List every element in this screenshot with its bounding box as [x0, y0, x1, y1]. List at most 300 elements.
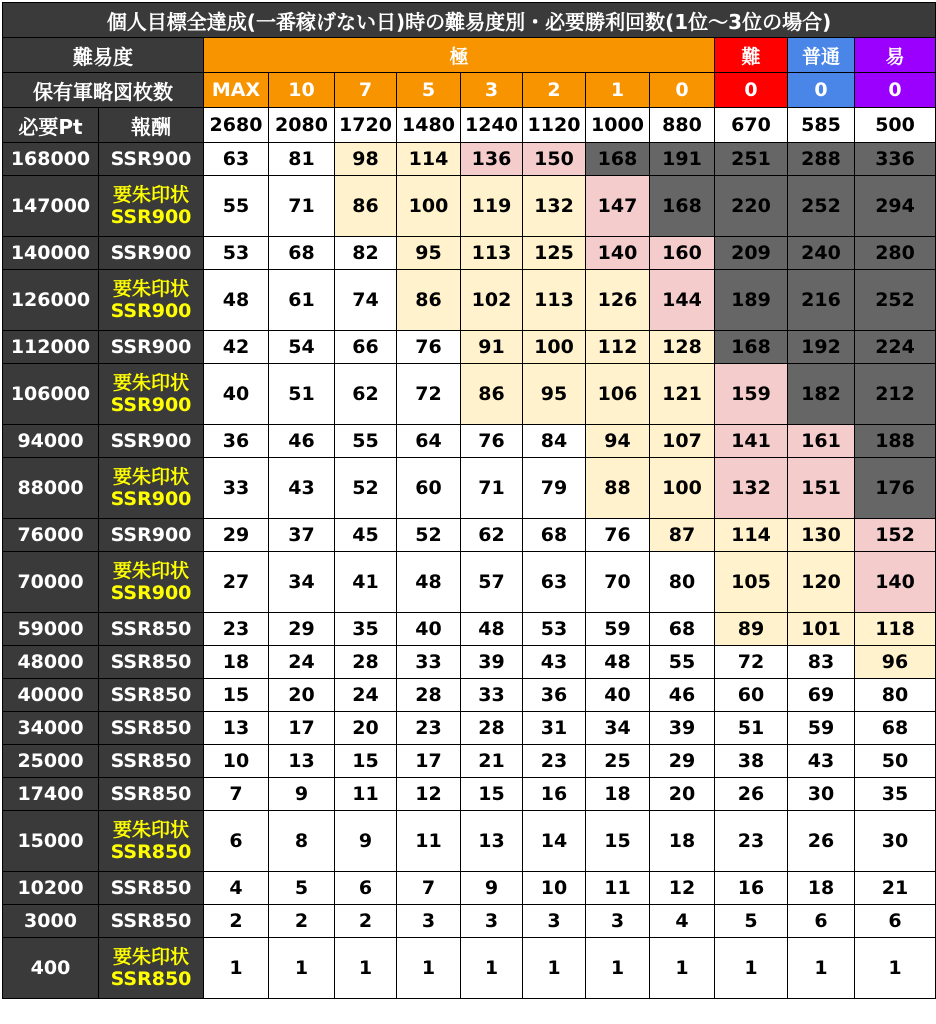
- wins-cell: 55: [335, 425, 397, 458]
- wins-cell: 336: [855, 143, 936, 176]
- wins-cell: 1: [204, 938, 269, 999]
- required-pt-cell: 59000: [3, 613, 99, 646]
- wins-cell: 34: [269, 552, 335, 613]
- difficulty-label: 難易度: [3, 38, 204, 73]
- wins-cell: 13: [269, 745, 335, 778]
- required-pt-cell: 10200: [3, 872, 99, 905]
- wins-cell: 63: [523, 552, 586, 613]
- wins-cell: 161: [788, 425, 855, 458]
- wins-cell: 25: [586, 745, 650, 778]
- required-pt-cell: 400: [3, 938, 99, 999]
- required-pt-cell: 126000: [3, 270, 99, 331]
- reward-extra-text: 要朱印状: [112, 278, 189, 300]
- wins-cell: 20: [335, 712, 397, 745]
- required-pt-label: 必要Pt: [3, 108, 99, 143]
- points-per-win-header: 1000: [586, 108, 650, 143]
- required-pt-cell: 70000: [3, 552, 99, 613]
- wins-cell: 10: [523, 872, 586, 905]
- reward-extra-text: 要朱印状: [112, 946, 189, 968]
- difficulty-group-1: 難: [715, 38, 788, 73]
- reward-cell: [99, 938, 204, 999]
- table-row: [3, 646, 936, 679]
- wins-cell: 159: [715, 364, 788, 425]
- wins-cell: 23: [397, 712, 461, 745]
- wins-cell: 191: [650, 143, 715, 176]
- reward-cell: SSR900: [99, 143, 204, 176]
- wins-cell: 55: [650, 646, 715, 679]
- wins-cell: 182: [788, 364, 855, 425]
- wins-cell: 29: [269, 613, 335, 646]
- wins-cell: 252: [855, 270, 936, 331]
- wins-cell: 13: [204, 712, 269, 745]
- wins-cell: 61: [269, 270, 335, 331]
- required-pt-cell: 94000: [3, 425, 99, 458]
- reward-extra-text: 要朱印状: [112, 466, 189, 488]
- wins-cell: 46: [650, 679, 715, 712]
- wins-cell: 100: [523, 331, 586, 364]
- wins-cell: 40: [397, 613, 461, 646]
- wins-cell: 62: [461, 519, 523, 552]
- wins-cell: 35: [855, 778, 936, 811]
- wins-cell: 12: [650, 872, 715, 905]
- required-wins-table: [2, 2, 936, 999]
- wins-cell: 107: [650, 425, 715, 458]
- wins-cell: 60: [397, 458, 461, 519]
- wins-cell: 3: [397, 905, 461, 938]
- wins-cell: 33: [461, 679, 523, 712]
- wins-cell: 59: [788, 712, 855, 745]
- wins-cell: 106: [586, 364, 650, 425]
- reward-cell: SSR850: [99, 778, 204, 811]
- wins-cell: 18: [204, 646, 269, 679]
- table-row: [3, 552, 936, 613]
- difficulty-group-3: 易: [855, 38, 936, 73]
- wins-cell: 54: [269, 331, 335, 364]
- wins-cell: 84: [523, 425, 586, 458]
- wins-cell: 39: [650, 712, 715, 745]
- reward-cell: SSR850: [99, 905, 204, 938]
- table-row: [3, 331, 936, 364]
- wins-cell: 2: [269, 905, 335, 938]
- wins-cell: 27: [204, 552, 269, 613]
- wins-cell: 37: [269, 519, 335, 552]
- reward-cell: SSR900: [99, 331, 204, 364]
- wins-cell: 6: [204, 811, 269, 872]
- wins-cell: 20: [650, 778, 715, 811]
- wins-cell: 82: [335, 237, 397, 270]
- wins-cell: 1: [397, 938, 461, 999]
- wins-cell: 10: [204, 745, 269, 778]
- reward-cell: SSR900: [99, 425, 204, 458]
- wins-cell: 6: [855, 905, 936, 938]
- wins-cell: 86: [461, 364, 523, 425]
- points-per-win-header: 1480: [397, 108, 461, 143]
- wins-cell: 101: [788, 613, 855, 646]
- wins-cell: 18: [586, 778, 650, 811]
- reward-cell: [99, 176, 204, 237]
- map-count-header: 2: [523, 73, 586, 108]
- wins-cell: 21: [461, 745, 523, 778]
- wins-cell: 76: [461, 425, 523, 458]
- wins-cell: 5: [269, 872, 335, 905]
- reward-extra-text: 要朱印状: [112, 184, 189, 206]
- wins-cell: 288: [788, 143, 855, 176]
- maps-owned-label: 保有軍略図枚数: [3, 73, 204, 108]
- wins-cell: 240: [788, 237, 855, 270]
- wins-cell: 33: [397, 646, 461, 679]
- reward-extra-text: 要朱印状: [112, 819, 189, 841]
- wins-table-container: [2, 2, 934, 999]
- difficulty-group-0: 極: [204, 38, 715, 73]
- wins-cell: 16: [523, 778, 586, 811]
- wins-cell: 81: [269, 143, 335, 176]
- wins-cell: 15: [461, 778, 523, 811]
- wins-cell: 98: [335, 143, 397, 176]
- points-per-win-header: 1240: [461, 108, 523, 143]
- wins-cell: 160: [650, 237, 715, 270]
- reward-cell: [99, 364, 204, 425]
- map-count-header: 3: [461, 73, 523, 108]
- wins-cell: 132: [715, 458, 788, 519]
- wins-cell: 147: [586, 176, 650, 237]
- wins-cell: 4: [204, 872, 269, 905]
- wins-cell: 280: [855, 237, 936, 270]
- wins-cell: 188: [855, 425, 936, 458]
- wins-cell: 209: [715, 237, 788, 270]
- reward-extra-text: 要朱印状: [112, 560, 189, 582]
- wins-cell: 119: [461, 176, 523, 237]
- table-row: [3, 778, 936, 811]
- table-row: [3, 425, 936, 458]
- wins-cell: 1: [269, 938, 335, 999]
- reward-cell: SSR900: [99, 519, 204, 552]
- wins-cell: 45: [335, 519, 397, 552]
- wins-cell: 140: [855, 552, 936, 613]
- map-count-header: 0: [855, 73, 936, 108]
- table-row: [3, 712, 936, 745]
- wins-cell: 68: [855, 712, 936, 745]
- wins-cell: 11: [586, 872, 650, 905]
- wins-cell: 36: [204, 425, 269, 458]
- wins-cell: 113: [523, 270, 586, 331]
- wins-cell: 216: [788, 270, 855, 331]
- wins-cell: 7: [204, 778, 269, 811]
- map-count-header: 1: [586, 73, 650, 108]
- table-row: [3, 872, 936, 905]
- map-count-header: 0: [650, 73, 715, 108]
- map-count-header: 0: [715, 73, 788, 108]
- wins-cell: 13: [461, 811, 523, 872]
- wins-cell: 46: [269, 425, 335, 458]
- wins-cell: 120: [788, 552, 855, 613]
- wins-cell: 8: [269, 811, 335, 872]
- wins-cell: 212: [855, 364, 936, 425]
- wins-cell: 72: [397, 364, 461, 425]
- wins-cell: 36: [523, 679, 586, 712]
- reward-text: SSR900: [110, 488, 192, 510]
- wins-cell: 140: [586, 237, 650, 270]
- map-count-header: MAX: [204, 73, 269, 108]
- wins-cell: 9: [269, 778, 335, 811]
- wins-cell: 16: [715, 872, 788, 905]
- wins-cell: 80: [855, 679, 936, 712]
- wins-cell: 15: [204, 679, 269, 712]
- wins-cell: 88: [586, 458, 650, 519]
- wins-cell: 95: [523, 364, 586, 425]
- wins-cell: 29: [204, 519, 269, 552]
- table-row: [3, 519, 936, 552]
- wins-cell: 1: [855, 938, 936, 999]
- required-pt-cell: 168000: [3, 143, 99, 176]
- wins-cell: 38: [715, 745, 788, 778]
- reward-cell: SSR900: [99, 237, 204, 270]
- wins-cell: 48: [397, 552, 461, 613]
- wins-cell: 76: [586, 519, 650, 552]
- wins-cell: 53: [523, 613, 586, 646]
- wins-cell: 100: [397, 176, 461, 237]
- wins-cell: 118: [855, 613, 936, 646]
- wins-cell: 71: [269, 176, 335, 237]
- wins-cell: 51: [715, 712, 788, 745]
- map-count-header: 10: [269, 73, 335, 108]
- wins-cell: 251: [715, 143, 788, 176]
- wins-cell: 252: [788, 176, 855, 237]
- table-title: 個人目標全達成(一番稼げない日)時の難易度別・必要勝利回数(1位〜3位の場合): [3, 3, 936, 38]
- reward-cell: SSR850: [99, 745, 204, 778]
- wins-cell: 1: [335, 938, 397, 999]
- wins-cell: 1: [523, 938, 586, 999]
- wins-cell: 1: [650, 938, 715, 999]
- wins-cell: 94: [586, 425, 650, 458]
- wins-cell: 39: [461, 646, 523, 679]
- wins-cell: 1: [715, 938, 788, 999]
- wins-cell: 57: [461, 552, 523, 613]
- points-per-win-header: 2680: [204, 108, 269, 143]
- wins-cell: 43: [788, 745, 855, 778]
- wins-cell: 48: [204, 270, 269, 331]
- wins-cell: 144: [650, 270, 715, 331]
- required-pt-cell: 17400: [3, 778, 99, 811]
- wins-cell: 3: [523, 905, 586, 938]
- wins-cell: 128: [650, 331, 715, 364]
- points-per-win-header: 1720: [335, 108, 397, 143]
- table-row: [3, 270, 936, 331]
- reward-cell: [99, 552, 204, 613]
- wins-cell: 68: [650, 613, 715, 646]
- wins-cell: 224: [855, 331, 936, 364]
- wins-cell: 89: [715, 613, 788, 646]
- wins-cell: 30: [855, 811, 936, 872]
- wins-cell: 141: [715, 425, 788, 458]
- wins-cell: 4: [650, 905, 715, 938]
- wins-cell: 114: [397, 143, 461, 176]
- wins-cell: 112: [586, 331, 650, 364]
- wins-cell: 52: [397, 519, 461, 552]
- wins-cell: 50: [855, 745, 936, 778]
- wins-cell: 14: [523, 811, 586, 872]
- wins-cell: 125: [523, 237, 586, 270]
- wins-cell: 2: [335, 905, 397, 938]
- wins-cell: 71: [461, 458, 523, 519]
- wins-cell: 59: [586, 613, 650, 646]
- wins-cell: 28: [461, 712, 523, 745]
- wins-cell: 86: [335, 176, 397, 237]
- map-count-header: 5: [397, 73, 461, 108]
- wins-cell: 189: [715, 270, 788, 331]
- required-pt-cell: 25000: [3, 745, 99, 778]
- wins-cell: 21: [855, 872, 936, 905]
- wins-cell: 23: [204, 613, 269, 646]
- wins-cell: 114: [715, 519, 788, 552]
- wins-cell: 136: [461, 143, 523, 176]
- points-per-win-header: 1120: [523, 108, 586, 143]
- wins-cell: 176: [855, 458, 936, 519]
- wins-cell: 26: [788, 811, 855, 872]
- required-pt-cell: 106000: [3, 364, 99, 425]
- wins-cell: 130: [788, 519, 855, 552]
- reward-cell: [99, 811, 204, 872]
- reward-text: SSR900: [110, 300, 192, 322]
- wins-cell: 42: [204, 331, 269, 364]
- points-per-win-header: 880: [650, 108, 715, 143]
- table-row: [3, 613, 936, 646]
- table-row: [3, 143, 936, 176]
- wins-cell: 40: [586, 679, 650, 712]
- wins-cell: 87: [650, 519, 715, 552]
- wins-cell: 86: [397, 270, 461, 331]
- table-row: [3, 364, 936, 425]
- points-per-win-header: 2080: [269, 108, 335, 143]
- table-row: [3, 811, 936, 872]
- reward-text: SSR900: [110, 582, 192, 604]
- wins-cell: 1: [461, 938, 523, 999]
- wins-cell: 15: [586, 811, 650, 872]
- wins-cell: 69: [788, 679, 855, 712]
- wins-cell: 1: [788, 938, 855, 999]
- wins-cell: 126: [586, 270, 650, 331]
- wins-cell: 62: [335, 364, 397, 425]
- wins-cell: 23: [715, 811, 788, 872]
- points-per-win-header: 585: [788, 108, 855, 143]
- reward-cell: SSR850: [99, 613, 204, 646]
- required-pt-cell: 15000: [3, 811, 99, 872]
- points-per-win-header: 670: [715, 108, 788, 143]
- required-pt-cell: 88000: [3, 458, 99, 519]
- table-row: [3, 745, 936, 778]
- wins-cell: 12: [397, 778, 461, 811]
- required-pt-cell: 140000: [3, 237, 99, 270]
- required-pt-cell: 34000: [3, 712, 99, 745]
- reward-extra-text: 要朱印状: [112, 372, 189, 394]
- wins-cell: 95: [397, 237, 461, 270]
- table-row: [3, 679, 936, 712]
- wins-cell: 15: [335, 745, 397, 778]
- wins-cell: 24: [269, 646, 335, 679]
- wins-cell: 17: [269, 712, 335, 745]
- table-row: [3, 237, 936, 270]
- wins-cell: 72: [715, 646, 788, 679]
- wins-cell: 43: [269, 458, 335, 519]
- wins-cell: 20: [269, 679, 335, 712]
- wins-cell: 100: [650, 458, 715, 519]
- table-row: [3, 905, 936, 938]
- required-pt-cell: 147000: [3, 176, 99, 237]
- wins-cell: 105: [715, 552, 788, 613]
- wins-cell: 52: [335, 458, 397, 519]
- wins-cell: 11: [335, 778, 397, 811]
- wins-cell: 28: [397, 679, 461, 712]
- wins-cell: 53: [204, 237, 269, 270]
- wins-cell: 29: [650, 745, 715, 778]
- wins-cell: 2: [204, 905, 269, 938]
- wins-cell: 192: [788, 331, 855, 364]
- wins-cell: 48: [586, 646, 650, 679]
- wins-cell: 121: [650, 364, 715, 425]
- table-row: [3, 938, 936, 999]
- wins-cell: 34: [586, 712, 650, 745]
- wins-cell: 1: [586, 938, 650, 999]
- wins-cell: 168: [650, 176, 715, 237]
- required-pt-cell: 112000: [3, 331, 99, 364]
- table-row: [3, 458, 936, 519]
- required-pt-cell: 76000: [3, 519, 99, 552]
- wins-cell: 64: [397, 425, 461, 458]
- difficulty-group-2: 普通: [788, 38, 855, 73]
- wins-cell: 3: [461, 905, 523, 938]
- reward-cell: SSR850: [99, 679, 204, 712]
- wins-cell: 23: [523, 745, 586, 778]
- wins-cell: 70: [586, 552, 650, 613]
- wins-cell: 60: [715, 679, 788, 712]
- map-count-header: 0: [788, 73, 855, 108]
- wins-cell: 24: [335, 679, 397, 712]
- wins-cell: 43: [523, 646, 586, 679]
- wins-cell: 102: [461, 270, 523, 331]
- wins-cell: 17: [397, 745, 461, 778]
- wins-cell: 80: [650, 552, 715, 613]
- wins-cell: 55: [204, 176, 269, 237]
- wins-cell: 63: [204, 143, 269, 176]
- reward-cell: SSR850: [99, 712, 204, 745]
- wins-cell: 9: [335, 811, 397, 872]
- wins-cell: 3: [586, 905, 650, 938]
- wins-cell: 76: [397, 331, 461, 364]
- wins-cell: 113: [461, 237, 523, 270]
- wins-cell: 79: [523, 458, 586, 519]
- wins-cell: 168: [586, 143, 650, 176]
- wins-cell: 132: [523, 176, 586, 237]
- wins-cell: 30: [788, 778, 855, 811]
- wins-cell: 35: [335, 613, 397, 646]
- wins-cell: 91: [461, 331, 523, 364]
- reward-cell: [99, 458, 204, 519]
- wins-cell: 6: [788, 905, 855, 938]
- wins-cell: 5: [715, 905, 788, 938]
- reward-label: 報酬: [99, 108, 204, 143]
- wins-cell: 9: [461, 872, 523, 905]
- wins-cell: 48: [461, 613, 523, 646]
- reward-text: SSR850: [110, 968, 192, 990]
- required-pt-cell: 48000: [3, 646, 99, 679]
- wins-cell: 28: [335, 646, 397, 679]
- reward-cell: SSR850: [99, 872, 204, 905]
- wins-cell: 150: [523, 143, 586, 176]
- wins-cell: 96: [855, 646, 936, 679]
- wins-cell: 294: [855, 176, 936, 237]
- wins-cell: 33: [204, 458, 269, 519]
- reward-text: SSR850: [110, 841, 192, 863]
- wins-cell: 51: [269, 364, 335, 425]
